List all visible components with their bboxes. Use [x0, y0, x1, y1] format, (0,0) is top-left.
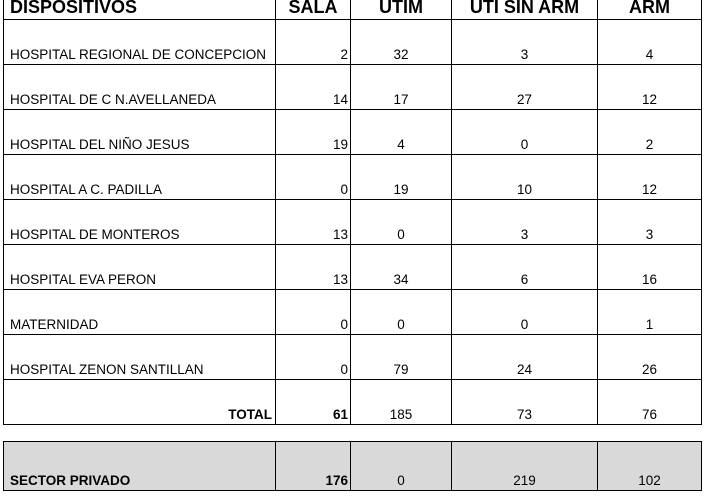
devices-table: [3, 0, 702, 425]
private-arm: 102: [598, 442, 702, 491]
device-name: HOSPITAL DEL NIÑO JESUS: [4, 110, 276, 155]
sala-value: 0: [276, 155, 351, 200]
header-sala: SALA: [276, 0, 351, 20]
device-name: HOSPITAL REGIONAL DE CONCEPCION: [4, 20, 276, 65]
sala-value: 13: [276, 245, 351, 290]
arm-value: 2: [598, 110, 702, 155]
table-row: [4, 65, 702, 110]
uti-sin-arm-value: 27: [452, 65, 598, 110]
utim-value: 19: [351, 155, 452, 200]
header-uti-sin-arm: UTI SIN ARM: [452, 0, 598, 20]
device-name: HOSPITAL A C. PADILLA: [4, 155, 276, 200]
private-uti-sin-arm: 219: [452, 442, 598, 491]
arm-value: 26: [598, 335, 702, 380]
sala-value: 0: [276, 335, 351, 380]
uti-sin-arm-value: 3: [452, 200, 598, 245]
total-utim: 185: [351, 380, 452, 425]
private-sector-row: [4, 442, 702, 491]
uti-sin-arm-value: 0: [452, 290, 598, 335]
device-name: MATERNIDAD: [4, 290, 276, 335]
arm-value: 3: [598, 200, 702, 245]
arm-value: 12: [598, 155, 702, 200]
utim-value: 4: [351, 110, 452, 155]
sala-value: 13: [276, 200, 351, 245]
utim-value: 79: [351, 335, 452, 380]
utim-value: 34: [351, 245, 452, 290]
header-row: [4, 0, 702, 20]
arm-value: 12: [598, 65, 702, 110]
uti-sin-arm-value: 10: [452, 155, 598, 200]
uti-sin-arm-value: 0: [452, 110, 598, 155]
private-utim: 0: [351, 442, 452, 491]
device-name: HOSPITAL DE MONTEROS: [4, 200, 276, 245]
table-row: [4, 200, 702, 245]
private-sala: 176: [276, 442, 351, 491]
uti-sin-arm-value: 6: [452, 245, 598, 290]
total-uti-sin-arm: 73: [452, 380, 598, 425]
utim-value: 32: [351, 20, 452, 65]
private-sector-table: [3, 441, 702, 491]
table-row: [4, 290, 702, 335]
header-arm: ARM: [598, 0, 702, 20]
arm-value: 16: [598, 245, 702, 290]
header-dispositivos: DISPOSITIVOS: [4, 0, 276, 20]
sala-value: 0: [276, 290, 351, 335]
utim-value: 0: [351, 290, 452, 335]
arm-value: 4: [598, 20, 702, 65]
sala-value: 19: [276, 110, 351, 155]
arm-value: 1: [598, 290, 702, 335]
total-row: [4, 380, 702, 425]
total-label: TOTAL: [4, 380, 276, 425]
uti-sin-arm-value: 24: [452, 335, 598, 380]
total-arm: 76: [598, 380, 702, 425]
device-name: HOSPITAL ZENON SANTILLAN: [4, 335, 276, 380]
table-row: [4, 155, 702, 200]
device-name: HOSPITAL EVA PERON: [4, 245, 276, 290]
sala-value: 2: [276, 20, 351, 65]
private-sector-label: SECTOR PRIVADO: [4, 442, 276, 491]
table-row: [4, 335, 702, 380]
table-row: [4, 110, 702, 155]
table-row: [4, 245, 702, 290]
sala-value: 14: [276, 65, 351, 110]
header-utim: UTIM: [351, 0, 452, 20]
device-name: HOSPITAL DE C N.AVELLANEDA: [4, 65, 276, 110]
utim-value: 17: [351, 65, 452, 110]
utim-value: 0: [351, 200, 452, 245]
total-sala: 61: [276, 380, 351, 425]
table-row: [4, 20, 702, 65]
uti-sin-arm-value: 3: [452, 20, 598, 65]
